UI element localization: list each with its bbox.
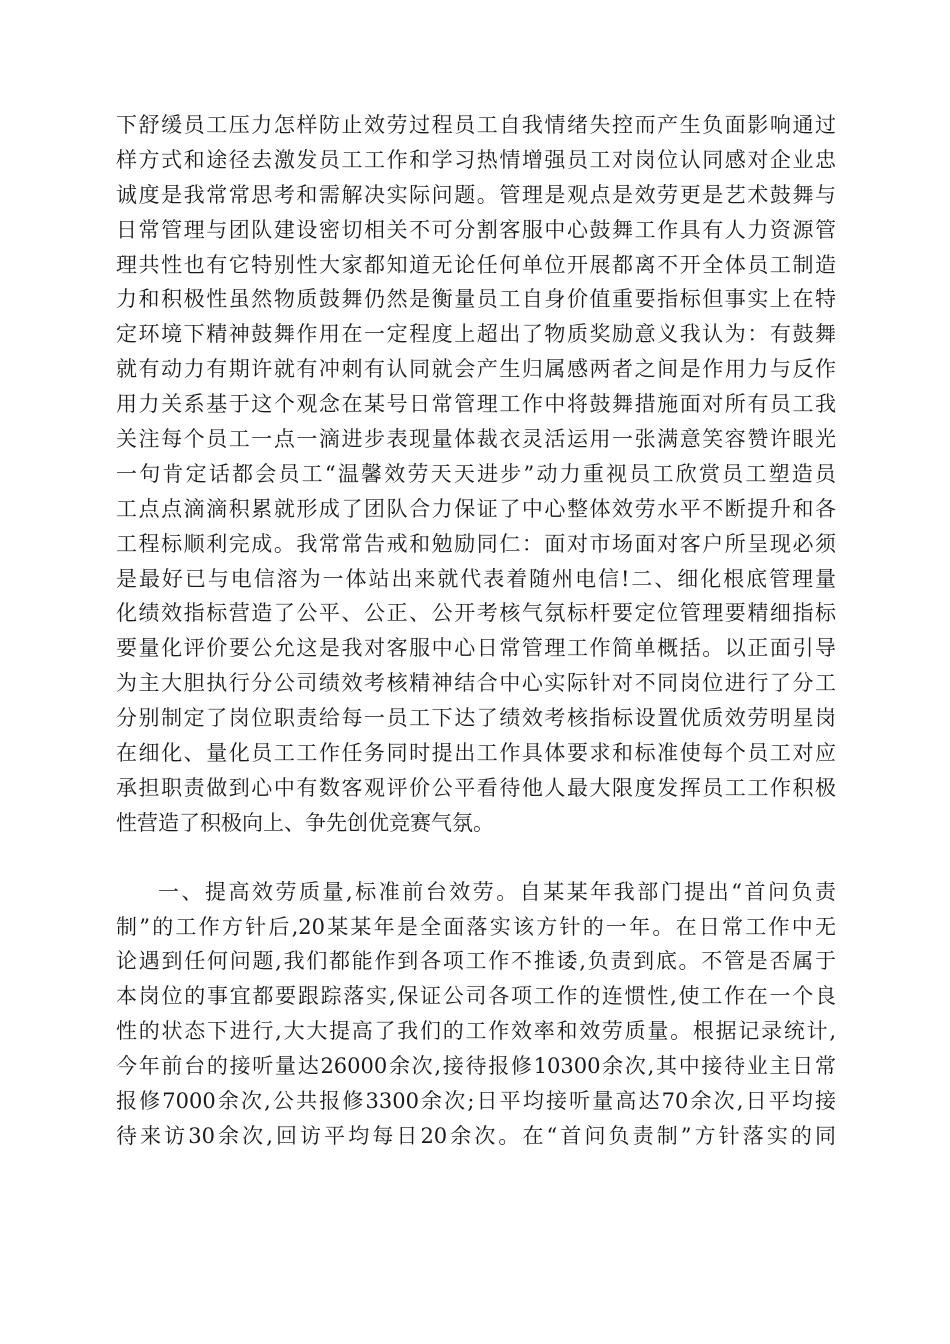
text-line: 工点点滴滴积累就形成了团队合力保证了中心整体效劳水平不断提升和各 — [116, 496, 836, 521]
paragraph-2 — [116, 875, 836, 1154]
text-line: 一、提高效劳质量,标准前台效劳。自某某年我部门提出“首问负责 — [158, 879, 836, 904]
text-line: 分别制定了岗位职责给每一员工下达了绩效考核指标设置优质效劳明星岗 — [116, 706, 836, 731]
text-line: 化绩效指标营造了公平、公正、公开考核气氛标杆要定位管理要精细指标 — [116, 601, 836, 626]
text-line: 关注每个员工一点一滴进步表现量体裁衣灵活运用一张满意笑容赞许眼光 — [116, 427, 836, 452]
text-line: 样方式和途径去激发员工工作和学习热情增强员工对岗位认同感对企业忠 — [116, 147, 836, 172]
text-line: 是最好已与电信溶为一体站出来就代表着随州电信!二、细化根底管理量 — [116, 566, 836, 591]
text-line: 本岗位的事宜都要跟踪落实,保证公司各项工作的连惯性,使工作在一个良 — [116, 984, 836, 1009]
text-line: 待来访30余次,回访平均每日20余次。在“首问负责制”方针落实的同 — [116, 1123, 836, 1148]
text-line: 理共性也有它特别性大家都知道无论任何单位开展都离不开全体员工制造 — [116, 252, 836, 277]
text-line: 诚度是我常常思考和需解决实际问题。管理是观点是效劳更是艺术鼓舞与 — [116, 182, 836, 207]
text-line: 要量化评价要公允这是我对客服中心日常管理工作简单概括。以正面引导 — [116, 636, 836, 661]
text-line: 今年前台的接听量达26000余次,接待报修10300余次,其中接待业主日常 — [116, 1054, 836, 1079]
text-line: 下舒缓员工压力怎样防止效劳过程员工自我情绪失控而产生负面影响通过 — [116, 113, 836, 137]
paragraph-1 — [116, 108, 836, 841]
text-line: 就有动力有期许就有冲刺有认同就会产生归属感两者之间是作用力与反作 — [116, 357, 836, 382]
document-page — [116, 108, 836, 1154]
text-line: 承担职责做到心中有数客观评价公平看待他人最大限度发挥员工工作积极 — [116, 775, 836, 800]
text-line: 为主大胆执行分公司绩效考核精神结合中心实际针对不同岗位进行了分工 — [116, 671, 836, 696]
text-line: 论遇到任何问题,我们都能作到各项工作不推诿,负责到底。不管是否属于 — [116, 949, 836, 974]
text-line: 性营造了积极向上、争先创优竞赛气氛。 — [116, 810, 494, 835]
text-line: 一句肯定话都会员工“温馨效劳天天进步”动力重视员工欣赏员工塑造员 — [116, 461, 836, 486]
text-line: 在细化、量化员工工作任务同时提出工作具体要求和标准使每个员工对应 — [116, 741, 836, 766]
text-line: 报修7000余次,公共报修3300余次;日平均接听量高达70余次,日平均接 — [116, 1089, 836, 1114]
text-line: 工程标顺利完成。我常常告戒和勉励同仁：面对市场面对客户所呈现必须 — [116, 531, 836, 556]
text-line: 制”的工作方针后,20某某年是全面落实该方针的一年。在日常工作中无 — [116, 914, 836, 939]
text-line: 日常管理与团队建设密切相关不可分割客服中心鼓舞工作具有人力资源管 — [116, 217, 836, 242]
text-line: 力和积极性虽然物质鼓舞仍然是衡量员工自身价值重要指标但事实上在特 — [116, 287, 836, 312]
text-line: 用力关系基于这个观念在某号日常管理工作中将鼓舞措施面对所有员工我 — [116, 392, 836, 417]
text-line: 定环境下精神鼓舞作用在一定程度上超出了物质奖励意义我认为：有鼓舞 — [116, 322, 836, 347]
text-line: 性的状态下进行,大大提高了我们的工作效率和效劳质量。根据记录统计, — [116, 1019, 836, 1044]
